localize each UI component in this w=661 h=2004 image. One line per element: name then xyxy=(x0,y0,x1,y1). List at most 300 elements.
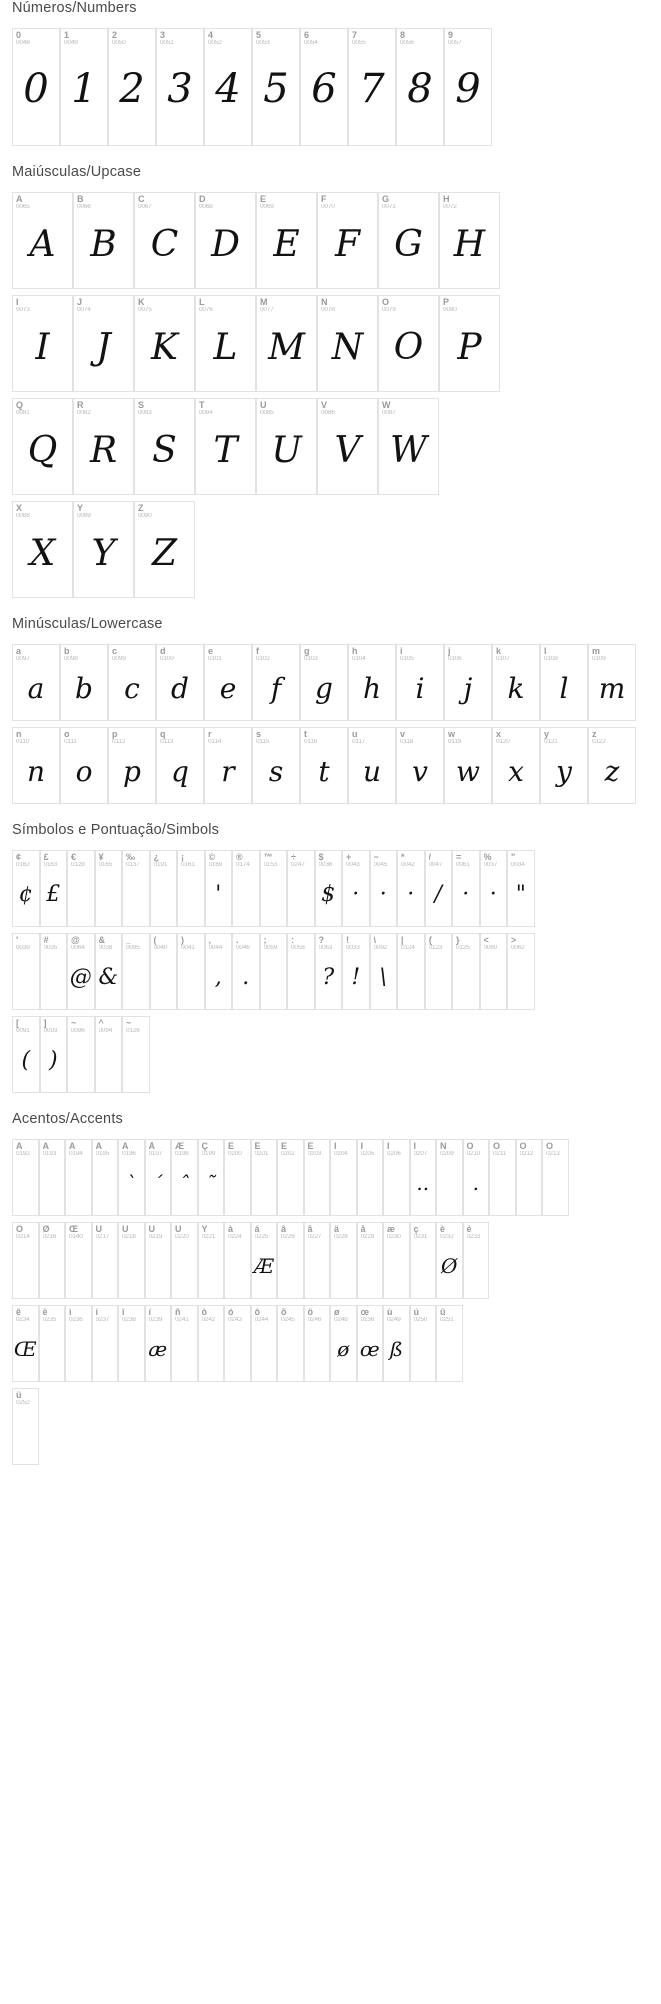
glyph-cell[interactable] xyxy=(73,295,134,392)
glyph-cell[interactable] xyxy=(252,644,300,721)
glyph-cell[interactable] xyxy=(256,295,317,392)
glyph-meta xyxy=(257,399,316,417)
glyph-character-label: > xyxy=(511,936,517,945)
glyph-preview: t xyxy=(318,754,330,788)
glyph-preview xyxy=(68,869,94,919)
glyph-cell[interactable] xyxy=(73,398,134,495)
glyph-character-label: a xyxy=(16,647,22,656)
glyph-codepoint-label: 0103 xyxy=(304,656,318,663)
glyph-codepoint-label: 0111 xyxy=(64,739,77,746)
glyph-preview xyxy=(119,1324,144,1374)
glyph-cell[interactable] xyxy=(397,850,425,927)
glyph-meta xyxy=(288,851,314,869)
glyph-cell[interactable] xyxy=(134,295,195,392)
glyph-meta xyxy=(13,728,59,746)
glyph-cell[interactable] xyxy=(205,850,233,927)
glyph-preview: · xyxy=(462,881,470,907)
glyph-cell[interactable] xyxy=(92,1305,119,1382)
glyph-character-label: Ø xyxy=(42,1225,50,1234)
glyph-cell[interactable] xyxy=(410,1139,437,1216)
glyph-cell[interactable] xyxy=(60,727,108,804)
glyph-meta xyxy=(305,1306,330,1324)
glyph-cell[interactable] xyxy=(252,727,300,804)
glyph-cell[interactable] xyxy=(370,933,398,1010)
glyph-meta xyxy=(349,29,395,47)
glyph-cell[interactable] xyxy=(252,28,300,146)
glyph-cell[interactable] xyxy=(480,850,508,927)
glyph-cell[interactable] xyxy=(378,295,439,392)
glyph-meta xyxy=(205,645,251,663)
glyph-meta xyxy=(490,1140,515,1158)
glyph-codepoint-label: 0121 xyxy=(544,739,558,746)
glyph-preview: S xyxy=(152,429,177,471)
glyph-preview xyxy=(199,1241,224,1291)
glyph-cell[interactable] xyxy=(95,1016,123,1093)
glyph-cell[interactable] xyxy=(40,850,68,927)
glyph-cell[interactable] xyxy=(198,1139,225,1216)
glyph-character-label: ã xyxy=(307,1225,313,1234)
glyph-cell[interactable] xyxy=(40,1016,68,1093)
glyph-cell[interactable] xyxy=(330,1222,357,1299)
glyph-preview xyxy=(508,952,534,1002)
glyph-preview xyxy=(178,869,204,919)
glyph-preview: d xyxy=(171,671,189,705)
glyph-meta xyxy=(40,1306,65,1324)
glyph-cell[interactable] xyxy=(92,1139,119,1216)
glyph-cell[interactable] xyxy=(542,1139,569,1216)
glyph-cell[interactable] xyxy=(480,933,508,1010)
glyph-cell[interactable] xyxy=(396,727,444,804)
glyph-cell[interactable] xyxy=(342,933,370,1010)
glyph-cell[interactable] xyxy=(224,1222,251,1299)
glyph-preview: q xyxy=(171,754,189,788)
glyph-meta xyxy=(109,728,155,746)
glyph-preview: u xyxy=(362,754,382,788)
glyph-preview xyxy=(41,952,67,1002)
glyph-cell[interactable] xyxy=(348,644,396,721)
glyph-character-label: & xyxy=(98,936,105,945)
glyph-cell[interactable] xyxy=(256,398,317,495)
glyph-meta xyxy=(135,399,194,417)
glyph-cell[interactable] xyxy=(410,1222,437,1299)
glyph-meta xyxy=(358,1223,383,1241)
glyph-codepoint-label: 0250 xyxy=(413,1317,428,1324)
glyph-cell[interactable] xyxy=(277,1222,304,1299)
glyph-cell[interactable] xyxy=(300,28,348,146)
glyph-cell[interactable] xyxy=(108,644,156,721)
glyph-cell[interactable] xyxy=(439,192,500,289)
glyph-codepoint-label: 0140 xyxy=(69,1234,83,1241)
glyph-cell[interactable] xyxy=(425,850,453,927)
glyph-character-label: ù xyxy=(387,1308,393,1317)
glyph-cell[interactable] xyxy=(12,398,73,495)
glyph-cell[interactable] xyxy=(436,1139,463,1216)
glyph-codepoint-label: 0191 xyxy=(153,862,168,869)
glyph-preview xyxy=(411,1324,436,1374)
glyph-cell[interactable] xyxy=(251,1305,278,1382)
glyph-cell[interactable] xyxy=(507,850,535,927)
glyph-meta xyxy=(508,851,534,869)
glyph-cell[interactable] xyxy=(39,1222,66,1299)
glyph-cell[interactable] xyxy=(383,1305,410,1382)
glyph-meta xyxy=(225,1140,250,1158)
glyph-cell[interactable] xyxy=(540,644,588,721)
glyph-character-label: t xyxy=(304,730,307,739)
glyph-cell[interactable] xyxy=(342,850,370,927)
glyph-codepoint-label: 0097 xyxy=(16,656,30,663)
glyph-cell[interactable] xyxy=(396,28,444,146)
glyph-codepoint-label: 0236 xyxy=(69,1317,83,1324)
glyph-cell[interactable] xyxy=(60,28,108,146)
glyph-character-label: Â xyxy=(69,1142,76,1151)
glyph-preview: x xyxy=(508,754,524,788)
glyph-meta xyxy=(481,934,507,952)
glyph-cell[interactable] xyxy=(156,644,204,721)
glyph-cell[interactable] xyxy=(444,644,492,721)
glyph-meta xyxy=(61,728,107,746)
glyph-cell[interactable] xyxy=(12,192,73,289)
glyph-cell[interactable] xyxy=(304,1139,331,1216)
glyph-cell[interactable] xyxy=(12,28,60,146)
glyph-cell[interactable] xyxy=(12,850,40,927)
glyph-meta xyxy=(288,934,314,952)
glyph-codepoint-label: 0037 xyxy=(483,862,498,869)
glyph-meta xyxy=(589,728,635,746)
glyph-meta xyxy=(157,645,203,663)
glyph-cell[interactable] xyxy=(195,398,256,495)
glyph-meta xyxy=(253,728,299,746)
glyph-character-label: l xyxy=(544,647,547,656)
glyph-cell[interactable] xyxy=(134,501,195,598)
glyph-cell[interactable] xyxy=(150,933,178,1010)
glyph-character-label: € xyxy=(71,853,77,862)
glyph-character-label: p xyxy=(112,730,118,739)
glyph-cell[interactable] xyxy=(118,1139,145,1216)
glyph-meta xyxy=(464,1140,489,1158)
glyph-cell[interactable] xyxy=(12,644,60,721)
glyph-cell[interactable] xyxy=(145,1305,172,1382)
glyph-cell[interactable] xyxy=(256,192,317,289)
glyph-cell[interactable] xyxy=(383,1139,410,1216)
glyph-codepoint-label: 0228 xyxy=(334,1234,348,1241)
glyph-preview: F xyxy=(335,223,360,265)
glyph-character-label: é xyxy=(466,1225,472,1234)
glyph-meta xyxy=(305,1223,330,1241)
glyph-cell[interactable] xyxy=(224,1305,251,1382)
glyph-cell[interactable] xyxy=(12,1305,39,1382)
glyph-cell[interactable] xyxy=(317,295,378,392)
glyph-codepoint-label: 0042 xyxy=(401,862,415,869)
glyph-codepoint-label: 0065 xyxy=(16,204,30,211)
glyph-cell[interactable] xyxy=(317,398,378,495)
glyph-preview: ! xyxy=(351,964,361,990)
glyph-cell[interactable] xyxy=(330,1139,357,1216)
glyph-cell[interactable] xyxy=(195,295,256,392)
glyph-cell[interactable] xyxy=(204,28,252,146)
glyph-preview: p xyxy=(123,754,141,788)
glyph-codepoint-label: 0085 xyxy=(260,410,274,417)
glyph-cell[interactable] xyxy=(444,727,492,804)
glyph-codepoint-label: 0239 xyxy=(148,1317,163,1324)
glyph-codepoint-label: 0119 xyxy=(448,739,462,746)
glyph-cell[interactable] xyxy=(195,192,256,289)
glyph-preview: . xyxy=(242,964,250,990)
glyph-cell[interactable] xyxy=(287,933,315,1010)
glyph-meta xyxy=(61,29,107,47)
glyph-cell[interactable] xyxy=(410,1305,437,1382)
glyph-character-label: j xyxy=(448,647,451,656)
glyph-cell[interactable] xyxy=(12,1139,39,1216)
glyph-cell[interactable] xyxy=(204,727,252,804)
glyph-character-label: m xyxy=(592,647,601,656)
glyph-meta xyxy=(257,193,316,211)
glyph-cell[interactable] xyxy=(65,1222,92,1299)
glyph-cell[interactable] xyxy=(436,1305,463,1382)
glyph-cell[interactable] xyxy=(12,501,73,598)
glyph-codepoint-label: 0084 xyxy=(199,410,213,417)
glyph-cell[interactable] xyxy=(507,933,535,1010)
glyph-meta xyxy=(41,1017,67,1035)
glyph-cell[interactable] xyxy=(39,1139,66,1216)
glyph-cell[interactable] xyxy=(492,727,540,804)
glyph-cell[interactable] xyxy=(463,1139,490,1216)
glyph-character-label: ê xyxy=(16,1308,22,1317)
glyph-cell[interactable] xyxy=(315,933,343,1010)
glyph-codepoint-label: 0210 xyxy=(466,1151,481,1158)
glyph-cell[interactable] xyxy=(304,1305,331,1382)
glyph-cell[interactable] xyxy=(348,727,396,804)
glyph-cell[interactable] xyxy=(463,1222,490,1299)
glyph-cell[interactable] xyxy=(489,1139,516,1216)
glyph-cell[interactable] xyxy=(425,933,453,1010)
glyph-cell[interactable] xyxy=(436,1222,463,1299)
glyph-cell[interactable] xyxy=(177,933,205,1010)
glyph-cell[interactable] xyxy=(12,1016,40,1093)
glyph-cell[interactable] xyxy=(150,850,178,927)
glyph-codepoint-label: 0047 xyxy=(428,862,443,869)
glyph-cell[interactable] xyxy=(277,1305,304,1382)
glyph-cell[interactable] xyxy=(251,1222,278,1299)
glyph-cell[interactable] xyxy=(145,1139,172,1216)
glyph-character-label: h xyxy=(352,647,358,656)
glyph-cell[interactable] xyxy=(122,933,150,1010)
glyph-preview: £ xyxy=(46,881,61,907)
glyph-cell[interactable] xyxy=(370,850,398,927)
glyph-cell[interactable] xyxy=(396,644,444,721)
glyph-cell[interactable] xyxy=(232,933,260,1010)
glyph-meta xyxy=(199,1223,224,1241)
glyph-row xyxy=(12,295,661,392)
glyph-cell[interactable] xyxy=(12,295,73,392)
glyph-cell[interactable] xyxy=(452,850,480,927)
glyph-character-label: Œ xyxy=(69,1225,78,1234)
glyph-cell[interactable] xyxy=(198,1222,225,1299)
glyph-cell[interactable] xyxy=(67,933,95,1010)
glyph-cell[interactable] xyxy=(516,1139,543,1216)
glyph-cell[interactable] xyxy=(134,398,195,495)
glyph-cell[interactable] xyxy=(330,1305,357,1382)
glyph-cell[interactable] xyxy=(65,1305,92,1382)
glyph-cell[interactable] xyxy=(40,933,68,1010)
glyph-codepoint-label: 0054 xyxy=(304,40,318,47)
glyph-cell[interactable] xyxy=(317,192,378,289)
glyph-cell[interactable] xyxy=(177,850,205,927)
glyph-cell[interactable] xyxy=(118,1305,145,1382)
glyph-meta xyxy=(13,1140,38,1158)
glyph-character-label: ^ xyxy=(98,1019,104,1028)
glyph-codepoint-label: 0068 xyxy=(199,204,213,211)
glyph-meta xyxy=(13,29,59,47)
glyph-preview: œ xyxy=(359,1337,380,1362)
glyph-cell[interactable] xyxy=(108,727,156,804)
glyph-cell[interactable] xyxy=(171,1222,198,1299)
glyph-cell[interactable] xyxy=(95,933,123,1010)
glyph-preview xyxy=(453,952,479,1002)
glyph-preview: D xyxy=(211,223,240,265)
glyph-cell[interactable] xyxy=(156,727,204,804)
glyph-cell[interactable] xyxy=(357,1305,384,1382)
glyph-cell[interactable] xyxy=(251,1139,278,1216)
glyph-preview: K xyxy=(151,326,178,368)
glyph-cell[interactable] xyxy=(118,1222,145,1299)
glyph-cell[interactable] xyxy=(95,850,123,927)
glyph-codepoint-label: 0123 xyxy=(428,945,443,952)
glyph-cell[interactable] xyxy=(171,1139,198,1216)
glyph-codepoint-label: 0200 xyxy=(228,1151,242,1158)
glyph-character-label: ö xyxy=(307,1308,313,1317)
glyph-cell[interactable] xyxy=(492,644,540,721)
glyph-preview xyxy=(225,1324,250,1374)
glyph-cell[interactable] xyxy=(12,1222,39,1299)
glyph-character-label: ÷ xyxy=(291,853,296,862)
glyph-cell[interactable] xyxy=(232,850,260,927)
glyph-codepoint-label: 0198 xyxy=(175,1151,189,1158)
glyph-row xyxy=(12,850,661,927)
glyph-preview: U xyxy=(271,429,302,471)
glyph-meta xyxy=(13,193,72,211)
glyph-meta xyxy=(411,1223,436,1241)
glyph-cell[interactable] xyxy=(397,933,425,1010)
glyph-cell[interactable] xyxy=(67,1016,95,1093)
glyph-cell[interactable] xyxy=(67,850,95,927)
glyph-meta xyxy=(252,1223,277,1241)
glyph-cell[interactable] xyxy=(108,28,156,146)
glyph-cell[interactable] xyxy=(357,1139,384,1216)
glyph-cell[interactable] xyxy=(92,1222,119,1299)
glyph-preview: Y xyxy=(91,532,116,574)
glyph-cell[interactable] xyxy=(60,644,108,721)
glyph-character-label: D xyxy=(199,195,206,204)
glyph-cell[interactable] xyxy=(540,727,588,804)
glyph-cell[interactable] xyxy=(65,1139,92,1216)
glyph-preview: r xyxy=(221,754,235,788)
glyph-preview: E xyxy=(273,223,300,265)
glyph-cell[interactable] xyxy=(300,727,348,804)
glyph-cell[interactable] xyxy=(378,192,439,289)
glyph-character-label: Á xyxy=(42,1142,49,1151)
glyph-character-label: C xyxy=(138,195,145,204)
glyph-character-label: Ó xyxy=(493,1142,501,1151)
glyph-character-label: ì xyxy=(69,1308,72,1317)
glyph-preview: O xyxy=(393,326,424,368)
glyph-cell[interactable] xyxy=(383,1222,410,1299)
glyph-meta xyxy=(301,645,347,663)
glyph-meta xyxy=(123,1017,149,1035)
glyph-cell[interactable] xyxy=(171,1305,198,1382)
section-title: Acentos/Accents xyxy=(12,1111,123,1127)
glyph-cell[interactable] xyxy=(12,1388,39,1465)
glyph-meta xyxy=(445,728,491,746)
glyph-cell[interactable] xyxy=(198,1305,225,1382)
glyph-character-label: d xyxy=(160,647,166,656)
glyph-character-label: y xyxy=(544,730,550,739)
glyph-cell[interactable] xyxy=(287,850,315,927)
glyph-codepoint-label: 0096 xyxy=(71,1028,85,1035)
glyph-cell[interactable] xyxy=(39,1305,66,1382)
glyph-codepoint-label: 0113 xyxy=(160,739,174,746)
glyph-character-label: ( xyxy=(153,936,157,945)
glyph-cell[interactable] xyxy=(205,933,233,1010)
glyph-cell[interactable] xyxy=(224,1139,251,1216)
glyph-character-label: E xyxy=(260,195,267,204)
glyph-cell[interactable] xyxy=(315,850,343,927)
glyph-cell[interactable] xyxy=(304,1222,331,1299)
glyph-character-label: . xyxy=(236,936,239,945)
glyph-cell[interactable] xyxy=(588,727,636,804)
glyph-cell[interactable] xyxy=(145,1222,172,1299)
glyph-cell[interactable] xyxy=(134,192,195,289)
glyph-preview: Q xyxy=(27,429,58,471)
glyph-cell[interactable] xyxy=(444,28,492,146)
glyph-cell[interactable] xyxy=(122,1016,150,1093)
glyph-preview xyxy=(96,1035,122,1085)
glyph-cell[interactable] xyxy=(378,398,439,495)
glyph-row xyxy=(12,727,661,804)
glyph-cell[interactable] xyxy=(439,295,500,392)
glyph-meta xyxy=(541,645,587,663)
glyph-codepoint-label: 0214 xyxy=(16,1234,30,1241)
glyph-preview xyxy=(305,1158,330,1208)
glyph-cell[interactable] xyxy=(348,28,396,146)
glyph-cell[interactable] xyxy=(122,850,150,927)
glyph-character-label: , xyxy=(208,936,212,945)
glyph-cell[interactable] xyxy=(156,28,204,146)
glyph-cell[interactable] xyxy=(452,933,480,1010)
glyph-cell[interactable] xyxy=(357,1222,384,1299)
glyph-cell[interactable] xyxy=(73,192,134,289)
glyph-meta xyxy=(371,851,397,869)
glyph-section-symbols xyxy=(0,822,661,1093)
glyph-cell[interactable] xyxy=(12,933,40,1010)
glyph-character-label: ® xyxy=(236,853,243,862)
glyph-meta xyxy=(74,399,133,417)
glyph-codepoint-label: 0234 xyxy=(16,1317,30,1324)
glyph-cell[interactable] xyxy=(588,644,636,721)
glyph-cell[interactable] xyxy=(260,850,288,927)
glyph-cell[interactable] xyxy=(12,727,60,804)
glyph-meta xyxy=(157,728,203,746)
glyph-cell[interactable] xyxy=(204,644,252,721)
glyph-meta xyxy=(151,934,177,952)
glyph-cell[interactable] xyxy=(260,933,288,1010)
glyph-character-label: Ï xyxy=(413,1142,417,1151)
glyph-cell[interactable] xyxy=(73,501,134,598)
glyph-codepoint-label: 0060 xyxy=(483,945,498,952)
glyph-cell[interactable] xyxy=(300,644,348,721)
glyph-cell[interactable] xyxy=(277,1139,304,1216)
glyph-character-label: e xyxy=(208,647,214,656)
glyph-grid xyxy=(0,192,661,598)
